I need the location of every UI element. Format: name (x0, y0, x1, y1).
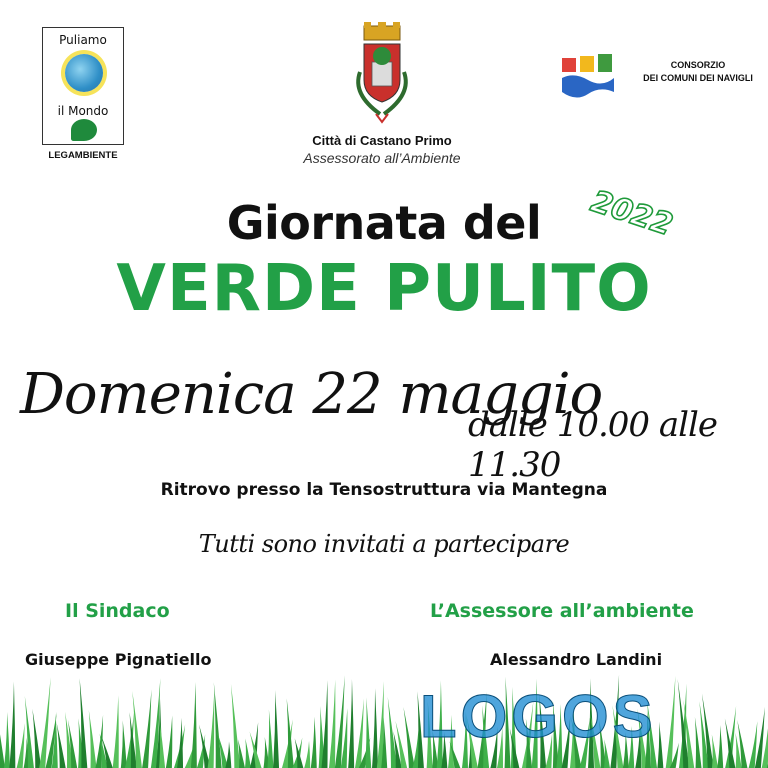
consorzio-line2: DEI COMUNI DEI NAVIGLI (643, 73, 753, 83)
grass-blade (403, 707, 414, 768)
grass-blade (245, 739, 251, 768)
title-line1: Giornata del (226, 196, 542, 250)
mayor-name: Giuseppe Pignatiello (25, 650, 212, 669)
grass-blade (273, 690, 279, 768)
coat-of-arms-icon (342, 22, 422, 130)
grass-blade (267, 710, 273, 768)
grass-blade (142, 689, 151, 768)
logos-watermark: LOGOS (420, 683, 657, 750)
grass-blade (666, 676, 676, 768)
city-department: Assessorato all’Ambiente (303, 150, 461, 166)
grass-blade (657, 722, 663, 768)
grass-blade (214, 682, 222, 768)
grass-blade (388, 697, 397, 768)
legambiente-label: LEGAMBIENTE (48, 150, 118, 161)
event-year: 2022 (586, 183, 677, 244)
mayor-role: Il Sindaco (65, 600, 170, 622)
grass-blade (121, 720, 127, 768)
grass-blade (304, 741, 310, 768)
grass-blade (365, 697, 371, 768)
consorzio-line1: CONSORZIO (670, 60, 726, 70)
city-name: Città di Castano Primo (312, 133, 452, 148)
consorzio-navigli-logo-icon (560, 52, 616, 100)
grass-blade (32, 709, 41, 768)
grass-blade (231, 684, 240, 768)
grass-blade (355, 699, 364, 768)
assessor-role: L’Assessore all’ambiente (430, 600, 694, 622)
grass-blade (311, 717, 317, 768)
grass-blade (113, 695, 119, 768)
event-time: dalle 10.00 alle 11.30 (468, 405, 717, 485)
grass-blade (348, 679, 354, 768)
grass-blade (695, 717, 702, 768)
event-date: Domenica 22 maggio (20, 362, 603, 427)
consorzio-name (628, 59, 768, 85)
meeting-point: Ritrovo presso la Tensostruttura via Mantegna (160, 480, 608, 500)
legambiente-leaf-icon (71, 119, 97, 141)
grass-blade (329, 680, 335, 768)
grass-blade (166, 715, 172, 768)
grass-blade (208, 694, 215, 768)
logo-text-line1: Puliamo (59, 33, 107, 47)
title-line2: VERDE PULITO (116, 252, 652, 326)
globe-icon (65, 54, 103, 92)
invitation-text: Tutti sono invitati a partecipare (198, 530, 570, 558)
puliamo-il-mondo-logo (42, 27, 124, 145)
grass-blade (712, 734, 718, 768)
grass-blade (4, 712, 10, 768)
grass-blade (57, 723, 66, 768)
grass-blade (749, 721, 758, 768)
grass-blade (9, 681, 15, 768)
grass-blade (372, 688, 378, 768)
assessor-name: Alessandro Landini (490, 650, 663, 669)
grass-blade (0, 704, 5, 768)
grass-blade (89, 710, 97, 768)
logo-text-line2: il Mondo (57, 104, 109, 118)
grass-blade (17, 723, 25, 768)
grass-blade (678, 679, 690, 768)
grass-blade (717, 725, 723, 768)
